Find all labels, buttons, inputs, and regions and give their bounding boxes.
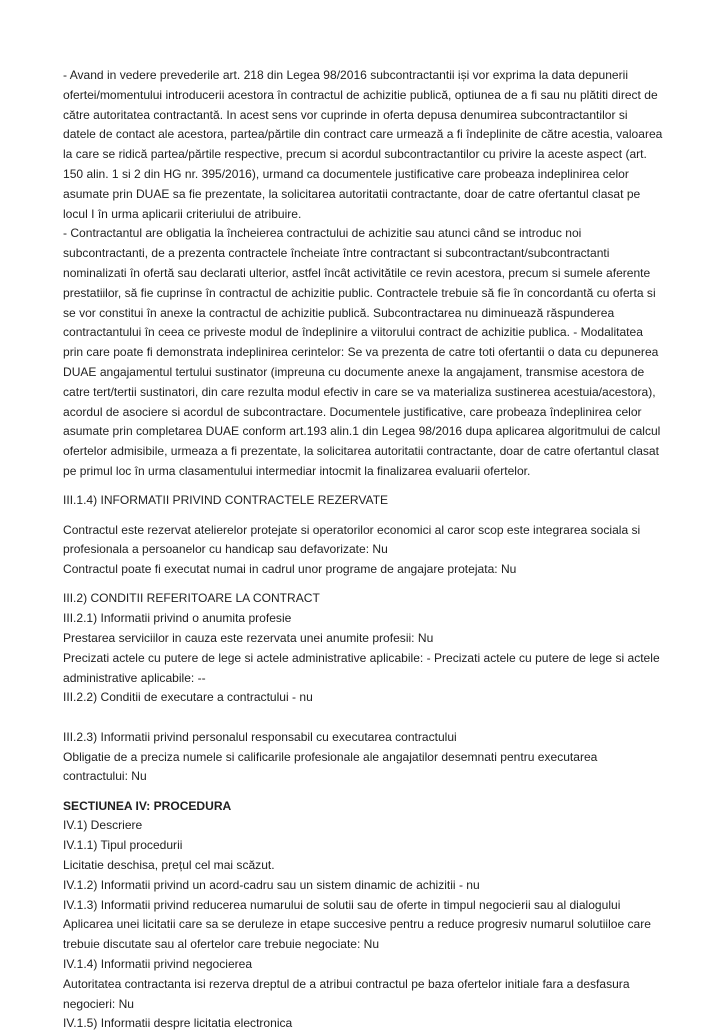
execution-conditions-text: III.2.2) Conditii de executare a contractului - nu [63, 690, 313, 705]
reserved-workshops-text: Contractul este rezervat atelierelor protejate si operatorilor economici al caror scop este integrarea sociala si profesionala a persoanelor cu handicap sau defavorizate: Nu [63, 522, 641, 557]
successive-stages-text: Aplicarea unei licitatii care sa se deruleze in etape succesive pentru a reduce progresiv numarul solutiiloe care trebuie discutate sau al ofertelor care trebuie negociate: Nu [63, 917, 651, 952]
subheading-negotiation: IV.1.4) Informatii privind negocierea [63, 956, 253, 971]
negotiation-rights-text: Autoritatea contractanta isi rezerva dreptul de a atribui contractul pe baza ofertelor initiale fara a desfasura negocieri: Nu [63, 976, 630, 1011]
subheading-electronic-auction: IV.1.5) Informatii despre licitatia electronica [63, 1016, 293, 1031]
legal-acts-text: Precizati actele cu putere de lege si actele administrative aplicabile: - Precizati actele cu putere de lege si actele administrative aplicabile: -- [63, 650, 660, 685]
subheading-description: IV.1) Descriere [63, 818, 143, 833]
subcontract-obligations-paragraph: - Contractantul are obligatia la încheierea contractului de achizitie sau atunci când se introduc noi subcontractanti, de a prezenta contractele încheiate între contractant si subcontractant/subcontractanti nominalizati în ofertă sau declarati ulterior, astfel încât activitătile ce revin acestora, precum si sumele aferente prestatiilor, să fie cuprinse în contractul de achizitie public. Contractele trebuie să fie în concordantă cu oferta si se vor constitui în anexe la contractul de achizitie publică. Subcontractarea nu diminuează răspunderea contractantului în ceea ce priveste modul de îndeplinire a viitorului contract de achizitie publica. - Modalitatea prin care poate fi demonstrata indeplinirea cerintelor: Se va prezenta de catre toti ofertantii o data cu depunerea DUAE angajamentul tertului sustinator (impreuna cu documente anexe la angajament, transmise acestora de catre tert/tertii sustinatori, din care rezulta modul efectiv in care se va materializa sustinerea acestuia/acestora), acordul de asociere si acordul de subcontractare. Documentele justificative, care probeaza îndeplinirea celor asumate prin completarea DUAE conform art.193 alin.1 din Legea 98/2016 dupa aplicarea algoritmului de calcul ofertelor admisibile, urmeaza a fi prezentate, la solicitarea autoritatii contractante, doar de catre ofertantul clasat pe primul loc în urma clasamentului intermediar intocmit la finalizarea evaluarii ofertelor. [63, 226, 661, 478]
section-heading-procedure: SECTIUNEA IV: PROCEDURA [63, 798, 232, 813]
section-heading-contract-conditions: III.2) CONDITII REFERITOARE LA CONTRACT [63, 591, 320, 606]
subheading-staff-info: III.2.3) Informatii privind personalul responsabil cu executarea contractului [63, 729, 457, 744]
profession-reserved-text: Prestarea serviciilor in cauza este rezervata unei anumite profesii: Nu [63, 631, 434, 646]
document-page [63, 66, 663, 1034]
subheading-reduction-solutions: IV.1.3) Informatii privind reducerea numarului de solutii sau de oferte in timpul negocierii sau al dialogului [63, 897, 621, 912]
subheading-profession-info: III.2.1) Informatii privind o anumita profesie [63, 611, 292, 626]
subcontractors-payment-paragraph: - Avand in vedere prevederile art. 218 din Legea 98/2016 subcontractantii iși vor exprima la data depunerii ofertei/momentului introducerii acestora în contractul de achizitie publică, optiunea de a fi sau nu plătiti direct de către autoritatea contractantă. In acest sens vor cuprinde in oferta depusa denumirea subcontractantilor si datele de contact ale acestora, partea/părtile din contract care urmează a fi îndeplinite de către acestia, valoarea la care se ridică partea/părtile respective, precum si acordul subcontractantilor cu privire la aceste aspect (art. 150 alin. 1 si 2 din HG nr. 395/2016), urmand ca documentele justificative care probeaza indeplinirea celor asumate prin DUAE sa fie prezentate, la solicitarea autoritatii contractante, doar de catre ofertantul clasat pe locul I în urma aplicarii criteriului de atribuire. [63, 68, 663, 221]
section-heading-reserved-contracts: III.1.4) INFORMATII PRIVIND CONTRACTELE REZERVATE [63, 493, 389, 508]
procedure-type-value: Licitatie deschisa, prețul cel mai scăzut. [63, 857, 275, 872]
staff-qualifications-text: Obligatie de a preciza numele si calificarile profesionale ale angajatilor desemnati pentru executarea contractului: Nu [63, 749, 598, 784]
protected-employment-text: Contractul poate fi executat numai in cadrul unor programe de angajare protejata: Nu [63, 562, 517, 577]
subheading-procedure-type: IV.1.1) Tipul procedurii [63, 838, 183, 853]
framework-agreement-text: IV.1.2) Informatii privind un acord-cadru sau un sistem dinamic de achizitii - nu [63, 877, 480, 892]
